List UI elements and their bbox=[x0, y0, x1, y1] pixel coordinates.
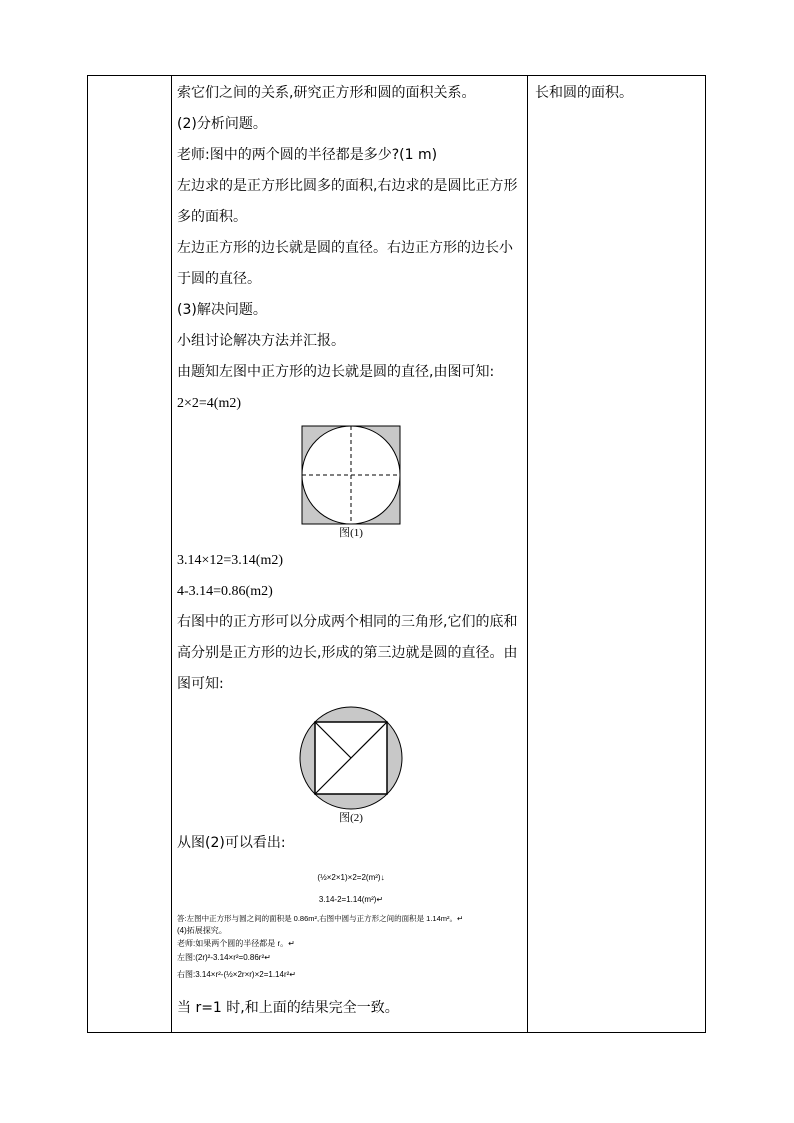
column-divider-2 bbox=[527, 75, 528, 1033]
text-line: (3)解决问题。 bbox=[177, 302, 267, 318]
text-paragraph: 左边求的是正方形比圆多的面积,右边求的是圆比正方形多的面积。 bbox=[177, 178, 518, 225]
text-line: 由题知左图中正方形的边长就是圆的直径,由图可知: bbox=[177, 364, 495, 380]
text-line: 小组讨论解决方法并汇报。 bbox=[177, 333, 345, 349]
text-line: 索它们之间的关系,研究正方形和圆的面积关系。 bbox=[177, 85, 476, 101]
lesson-content bbox=[177, 78, 525, 1024]
right-column-text: 长和圆的面积。 bbox=[535, 85, 633, 101]
small-text-line: (4)拓展探究。 bbox=[177, 926, 227, 935]
formula-line: 4-3.14=0.86(m2) bbox=[177, 584, 273, 599]
text-line: 老师:图中的两个圆的半径都是多少?(1 m) bbox=[177, 147, 438, 163]
small-text-line: 左图:(2r)²-3.14×r²=0.86r²↵ bbox=[177, 953, 271, 962]
column-divider-1 bbox=[171, 75, 172, 1033]
right-column bbox=[535, 82, 700, 104]
formula-line: 2×2=4(m2) bbox=[177, 396, 242, 411]
small-formula: 3.14-2=1.14(m²)↵ bbox=[318, 895, 384, 904]
text-line: 从图(2)可以看出: bbox=[177, 835, 286, 851]
small-formula: (½×2×1)×2=2(m²)↓ bbox=[317, 873, 385, 882]
small-text-line: 老师:如果两个圆的半径都是 r。↵ bbox=[177, 939, 295, 948]
text-paragraph: 左边正方形的边长就是圆的直径。右边正方形的边长小于圆的直径。 bbox=[177, 240, 513, 287]
small-text-line: 答:左图中正方形与圆之间的面积是 0.86m²,右图中圆与正方形之间的面积是 1.14m²。↵ bbox=[177, 914, 464, 923]
figure-1-caption: 图(1) bbox=[339, 527, 363, 539]
figure-1-square-circle bbox=[301, 425, 401, 525]
figure-2-circle-square bbox=[299, 706, 403, 810]
text-line: 当 r=1 时,和上面的结果完全一致。 bbox=[177, 1000, 399, 1016]
small-text-line: 右图:3.14×r²-(½×2r×r)×2=1.14r²↵ bbox=[177, 970, 296, 979]
text-line: (2)分析问题。 bbox=[177, 116, 267, 132]
figure-2-caption: 图(2) bbox=[339, 812, 363, 824]
text-paragraph: 右图中的正方形可以分成两个相同的三角形,它们的底和高分别是正方形的边长,形成的第三边就是圆的直径。由图可知: bbox=[177, 614, 518, 692]
formula-line: 3.14×12=3.14(m2) bbox=[177, 553, 284, 568]
